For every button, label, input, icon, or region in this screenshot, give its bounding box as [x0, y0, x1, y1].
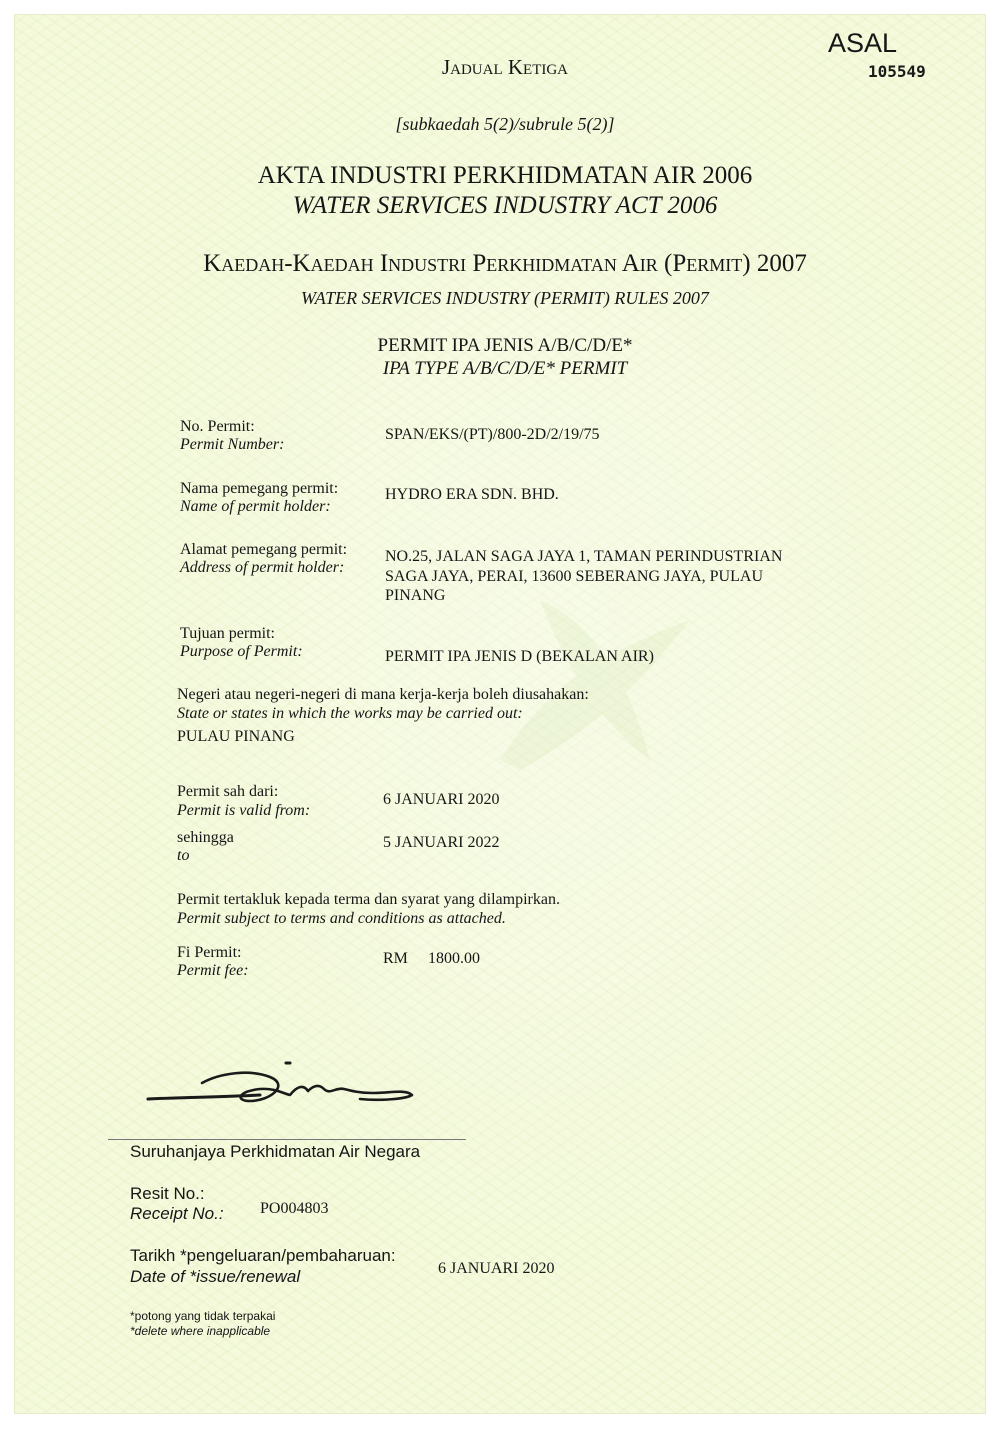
- holder-address-label-en: Address of permit holder:: [180, 559, 345, 576]
- receipt-label-ms: Resit No.:: [130, 1184, 205, 1203]
- states-value: PULAU PINANG: [177, 728, 295, 745]
- authority-name: Suruhanjaya Perkhidmatan Air Negara: [130, 1142, 421, 1161]
- valid-from-label-ms: Permit sah dari:: [177, 783, 279, 800]
- fee-currency: RM: [383, 950, 408, 967]
- fee-label-en: Permit fee:: [177, 962, 249, 979]
- fee-amount: 1800.00: [428, 950, 480, 967]
- original-copy-mark: ASAL: [828, 28, 898, 58]
- holder-address-line: NO.25, JALAN SAGA JAYA 1, TAMAN PERINDUSTRIAN: [385, 548, 783, 565]
- holder-address-line: SAGA JAYA, PERAI, 13600 SEBERANG JAYA, PULAU: [385, 568, 763, 585]
- holder-address-label-ms: Alamat pemegang permit:: [180, 541, 348, 558]
- permit-type-en: IPA TYPE A/B/C/D/E* PERMIT: [382, 358, 628, 379]
- holder-address-line: PINANG: [385, 587, 446, 604]
- states-label-ms: Negeri atau negeri-negeri di mana kerja-kerja boleh diusahakan:: [177, 686, 589, 703]
- footnote-en: *delete where inapplicable: [130, 1324, 271, 1338]
- valid-from-label-en: Permit is valid from:: [177, 802, 311, 819]
- serial-number: 105549: [868, 62, 926, 81]
- terms-ms: Permit tertakluk kepada terma dan syarat yang dilampirkan.: [177, 891, 560, 908]
- holder-name-label-ms: Nama pemegang permit:: [180, 480, 339, 497]
- permit-number-label-en: Permit Number:: [180, 436, 285, 453]
- purpose-label-en: Purpose of Permit:: [180, 643, 303, 660]
- valid-to-label-ms: sehingga: [177, 829, 234, 846]
- permit-type-ms: PERMIT IPA JENIS A/B/C/D/E*: [377, 335, 633, 356]
- issue-date-label-ms: Tarikh *pengeluaran/pembaharuan:: [130, 1246, 396, 1265]
- signature-line: [108, 1139, 466, 1140]
- permit-number-label-ms: No. Permit:: [180, 418, 255, 435]
- valid-from-value: 6 JANUARI 2020: [383, 791, 500, 808]
- rules-title-en: WATER SERVICES INDUSTRY (PERMIT) RULES 2007: [301, 288, 709, 308]
- footnote-ms: *potong yang tidak terpakai: [130, 1309, 276, 1323]
- handwritten-signature: [140, 1055, 430, 1115]
- valid-to-value: 5 JANUARI 2022: [383, 834, 500, 851]
- subrule-reference: [subkaedah 5(2)/subrule 5(2)]: [395, 114, 615, 134]
- act-title-ms: AKTA INDUSTRI PERKHIDMATAN AIR 2006: [257, 162, 753, 189]
- receipt-number: PO004803: [260, 1200, 329, 1217]
- rules-title-ms: Kaedah-Kaedah Industri Perkhidmatan Air (Permit) 2007: [203, 250, 807, 277]
- schedule-title: Jadual Ketiga: [441, 55, 569, 79]
- issue-date-value: 6 JANUARI 2020: [438, 1260, 555, 1277]
- holder-name-value: HYDRO ERA SDN. BHD.: [385, 486, 559, 503]
- valid-to-label-en: to: [177, 847, 190, 864]
- act-title-en: WATER SERVICES INDUSTRY ACT 2006: [292, 192, 718, 219]
- fee-label-ms: Fi Permit:: [177, 944, 242, 961]
- terms-en: Permit subject to terms and conditions as attached.: [177, 910, 506, 927]
- issue-date-label-en: Date of *issue/renewal: [130, 1267, 301, 1286]
- states-label-en: State or states in which the works may be carried out:: [177, 705, 523, 722]
- purpose-label-ms: Tujuan permit:: [180, 625, 275, 642]
- receipt-label-en: Receipt No.:: [130, 1204, 224, 1223]
- purpose-value: PERMIT IPA JENIS D (BEKALAN AIR): [385, 648, 654, 665]
- permit-number-value: SPAN/EKS/(PT)/800-2D/2/19/75: [385, 426, 600, 443]
- holder-name-label-en: Name of permit holder:: [180, 498, 331, 515]
